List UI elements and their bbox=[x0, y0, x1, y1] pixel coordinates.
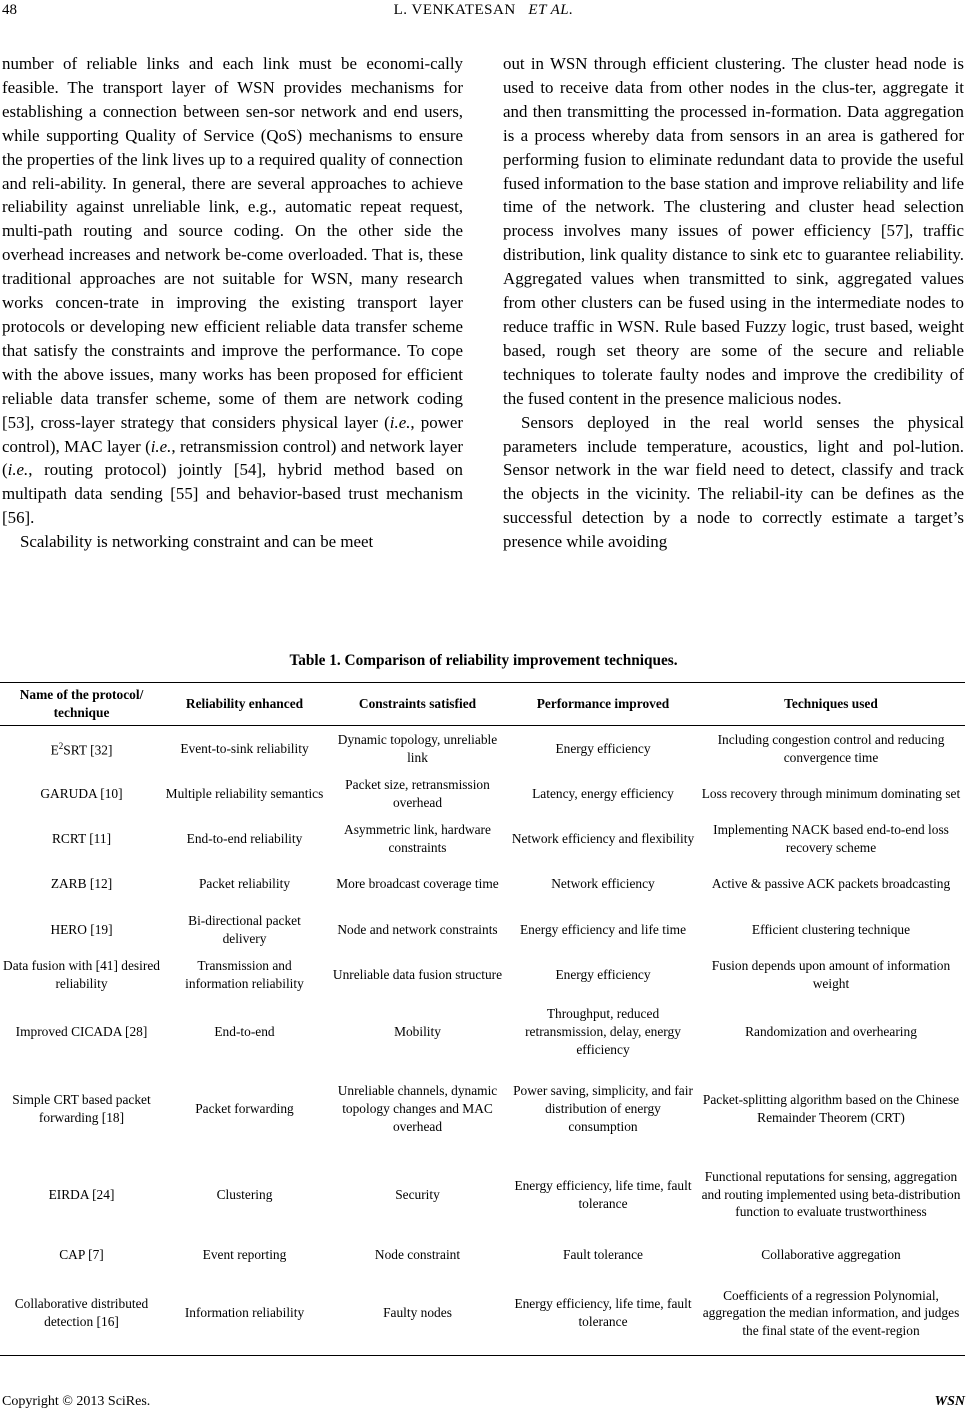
table-cell: End-to-end bbox=[214, 1024, 275, 1040]
table-cell: Asymmetric link, hardware constraints bbox=[344, 822, 491, 855]
table-cell-protocol: Simple CRT based packet forwarding [18] bbox=[12, 1092, 151, 1125]
e2srt-rest: SRT [32] bbox=[63, 742, 113, 758]
running-title-authors: L. VENKATESAN bbox=[393, 2, 516, 18]
right-paragraph-1: out in WSN through efficient clustering. The cluster head node is used to receive data from other nodes in the clus-ter, aggregate it and then transmitting the processed in-formation. Data aggregation is a process whereby data from sensors in an area is gathered for performing fusion to eliminate redundant data to provide the useful fused information to the base station and improve reliability and life time of the network. The clustering and cluster head selection process involves many issues of power efficiency [57], traffic distribution, link quality distance to sink etc to guarantee reliability. Aggregated values when transmitted to sink, aggregated values from other clusters can be fused using in the intermediate nodes to reduce traffic in WSN. Rule based Fuzzy logic, trust based, weight based, rough set theory are some of the secure and reliable techniques to tolerate faulty nodes and improve the credibility of the fused content in the presence malicious nodes. bbox=[503, 54, 964, 408]
right-column bbox=[503, 52, 964, 554]
table-cell-protocol: ZARB [12] bbox=[50, 876, 113, 892]
table-cell: End-to-end reliability bbox=[186, 831, 303, 847]
table-cell: Network efficiency bbox=[551, 876, 655, 892]
table-header-row bbox=[0, 683, 965, 726]
table-cell: Network efficiency and flexibility bbox=[511, 831, 695, 847]
column-header: Reliability enhanced bbox=[163, 683, 326, 726]
left-paragraph-2: Scalability is networking constraint and can be meet bbox=[20, 532, 374, 552]
table-cell-protocol: HERO [19] bbox=[50, 921, 113, 937]
table-cell: Efficient clustering technique bbox=[751, 921, 911, 937]
table-row bbox=[0, 1152, 965, 1238]
table-row bbox=[0, 1272, 965, 1356]
table-cell: Mobility bbox=[394, 1024, 441, 1040]
table-cell: Unreliable channels, dynamic topology changes and MAC overhead bbox=[337, 1083, 498, 1134]
table-row bbox=[0, 817, 965, 862]
left-p1-text-b: , power control), MAC layer ( bbox=[2, 412, 464, 456]
table-cell: Energy efficiency bbox=[555, 740, 651, 756]
table-cell: Including congestion control and reducing convergence time bbox=[717, 731, 945, 765]
table-cell: Faulty nodes bbox=[326, 1272, 509, 1356]
table-cell-protocol bbox=[0, 726, 163, 772]
table-cell: Clustering bbox=[216, 1186, 273, 1202]
table-cell-protocol: RCRT [11] bbox=[51, 831, 112, 847]
table-cell: Energy efficiency, life time, fault tolerance bbox=[509, 1272, 697, 1356]
table-cell: Power saving, simplicity, and fair distribution of energy consumption bbox=[513, 1083, 693, 1134]
table-cell-protocol: Data fusion with [41] desired reliability bbox=[3, 958, 160, 991]
table-cell: Latency, energy efficiency bbox=[532, 786, 674, 802]
left-p1-text-c: , retransmission control) and network layer ( bbox=[2, 436, 463, 480]
table-cell-protocol: Improved CICADA [28] bbox=[15, 1024, 148, 1040]
e2srt-superscript: 2 bbox=[58, 741, 64, 752]
table-cell-protocol: EIRDA [24] bbox=[48, 1186, 115, 1202]
table-cell-protocol: Collaborative distributed detection [16] bbox=[0, 1272, 163, 1356]
comparison-table bbox=[0, 682, 965, 1356]
table-row bbox=[0, 953, 965, 998]
ie-abbrev: i.e. bbox=[389, 412, 411, 432]
column-header: Techniques used bbox=[697, 683, 965, 726]
ie-abbrev: i.e. bbox=[150, 436, 172, 456]
table-cell: Dynamic topology, unreliable link bbox=[337, 731, 498, 765]
table-cell: Fault tolerance bbox=[563, 1246, 643, 1262]
table-cell: Node constraint bbox=[374, 1246, 461, 1262]
left-p1-text-d: , routing protocol) jointly [54], hybrid method based on multipath data sending [55] and behavior-based trust mechanism [56]. bbox=[2, 460, 463, 528]
running-title bbox=[0, 2, 967, 19]
column-header: Performance improved bbox=[509, 683, 697, 726]
table-row bbox=[0, 1067, 965, 1152]
table-row bbox=[0, 862, 965, 907]
journal-abbreviation: WSN bbox=[934, 1394, 965, 1409]
table-cell: Packet-splitting algorithm based on the Chinese Remainder Theorem (CRT) bbox=[702, 1092, 960, 1125]
e2srt-prefix: E bbox=[50, 742, 59, 758]
table-cell: Randomization and overhearing bbox=[745, 1024, 917, 1040]
table-cell: Packet size, retransmission overhead bbox=[345, 777, 490, 810]
table-cell-protocol: CAP [7] bbox=[59, 1246, 104, 1262]
left-column bbox=[2, 52, 463, 554]
table-cell: Packet reliability bbox=[198, 876, 291, 892]
table-cell: Information reliability bbox=[163, 1272, 326, 1356]
table-cell: Transmission and information reliability bbox=[185, 958, 304, 991]
table-cell: Fusion depends upon amount of information weight bbox=[711, 958, 951, 991]
page-header bbox=[0, 0, 967, 24]
table-cell: Active & passive ACK packets broadcasting bbox=[711, 876, 951, 892]
table-cell: Collaborative aggregation bbox=[761, 1246, 901, 1262]
table-cell: Multiple reliability semantics bbox=[165, 786, 324, 802]
table-row bbox=[0, 1238, 965, 1272]
right-paragraph-2: Sensors deployed in the real world senses the physical parameters include temperature, acoustics, light and pol-lution. Sensor network in the war field need to detect, classify and track the objects in the vicinity. The reliabil-ity can be defines as the successful detection by a node to correctly estimate a target’s presence while avoiding bbox=[503, 412, 964, 552]
table-cell: Packet forwarding bbox=[195, 1101, 294, 1117]
table-row bbox=[0, 907, 965, 953]
ie-abbrev: i.e. bbox=[7, 460, 29, 480]
table-cell: Implementing NACK based end-to-end loss recovery scheme bbox=[713, 822, 949, 855]
table-cell: Security bbox=[395, 1186, 440, 1202]
table-cell: Event reporting bbox=[202, 1246, 287, 1262]
table-cell: Unreliable data fusion structure bbox=[332, 967, 503, 983]
table-cell: Event-to-sink reliability bbox=[180, 740, 309, 756]
table-cell-protocol: GARUDA [10] bbox=[40, 786, 123, 802]
table-cell: Energy efficiency, life time, fault tolerance bbox=[514, 1177, 692, 1211]
table-caption: Table 1. Comparison of reliability improvement techniques. bbox=[289, 652, 678, 669]
table-cell: Loss recovery through minimum dominating set bbox=[701, 786, 961, 802]
table-cell: Bi-directional packet delivery bbox=[188, 912, 301, 946]
table-cell: Throughput, reduced retransmission, delay, energy efficiency bbox=[525, 1006, 681, 1057]
table-cell: Node and network constraints bbox=[337, 921, 498, 937]
table-cell: Energy efficiency and life time bbox=[519, 921, 687, 937]
table-row bbox=[0, 998, 965, 1067]
running-title-etal: ET AL. bbox=[528, 2, 574, 18]
page-number: 48 bbox=[2, 2, 17, 18]
left-p1-text-a: number of reliable links and each link must be economi-cally feasible. The transport layer of WSN provides mechanisms for establishing a connection between sen-sor network and end users, while supporting Quality of Service (QoS) mechanisms to ensure the properties of the link lives up to a required quality of connection and reli-ability. In general, there are several approaches to achieve reliability against unreliable link, e.g., automatic repeat request, multi-path routing and source coding. On the other side the overhead increases and network be-come overloaded. That is, these traditional approaches are not suitable for WSN, many research works concen-trate in improving the existing transport layer protocols or developing new efficient reliable data transfer scheme that satisfy the constraints and improve the performance. To cope with the above issues, many works has been proposed for efficient reliable data transfer scheme, some of them are network coding [53], cross-layer strategy that considers physical layer ( bbox=[2, 54, 463, 432]
table-cell: Functional reputations for sensing, aggregation and routing implemented using beta-distribution function to evaluate trustworthiness bbox=[701, 1168, 961, 1220]
left-paragraph-1 bbox=[2, 52, 463, 530]
table-row bbox=[0, 726, 965, 772]
column-header: Name of the protocol/ technique bbox=[0, 683, 163, 726]
table-cell: More broadcast coverage time bbox=[336, 876, 499, 892]
copyright-notice: Copyright © 2013 SciRes. bbox=[2, 1394, 151, 1409]
table-cell: Energy efficiency bbox=[555, 967, 651, 983]
table-cell: Coefficients of a regression Polynomial, aggregation the median information, and judges the final state of the event-region bbox=[697, 1272, 965, 1356]
column-header: Constraints satisfied bbox=[326, 683, 509, 726]
table-row bbox=[0, 772, 965, 817]
